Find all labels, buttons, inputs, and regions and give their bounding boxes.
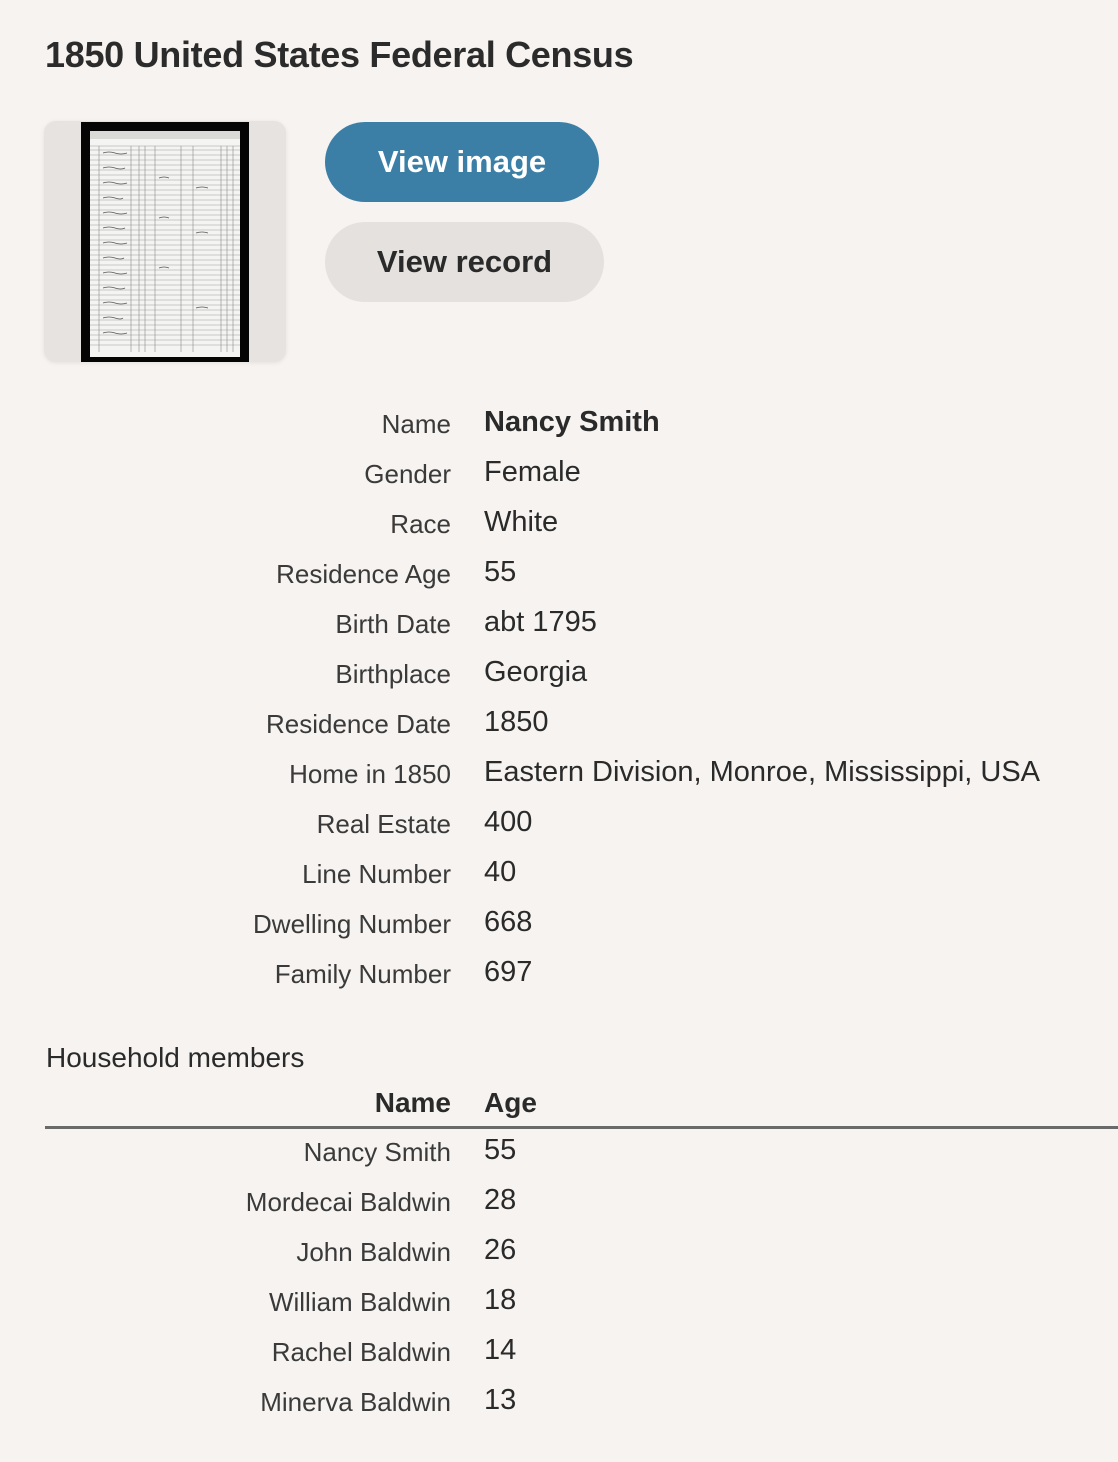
detail-value: 55: [484, 556, 517, 588]
detail-row-birth-date: [0, 601, 1118, 651]
census-page-thumbnail-icon: [81, 122, 249, 362]
detail-label: Home in 1850: [289, 759, 451, 789]
detail-value: 1850: [484, 706, 549, 738]
detail-row-dwelling-number: [0, 901, 1118, 951]
member-age: 26: [484, 1234, 517, 1266]
table-row: [0, 1228, 1118, 1278]
table-row: [0, 1328, 1118, 1378]
detail-value: Eastern Division, Monroe, Mississippi, USA: [484, 756, 1041, 788]
detail-value: abt 1795: [484, 606, 597, 638]
member-name[interactable]: Nancy Smith: [303, 1137, 451, 1167]
household-title: Household members: [46, 1042, 305, 1073]
member-name[interactable]: John Baldwin: [296, 1237, 451, 1267]
record-details: [0, 401, 1118, 1001]
member-age: 18: [484, 1284, 517, 1316]
detail-label: Dwelling Number: [253, 909, 451, 939]
view-image-button[interactable]: View image: [325, 122, 599, 202]
detail-row-race: [0, 501, 1118, 551]
detail-row-name: [0, 401, 1118, 451]
member-age: 13: [484, 1384, 517, 1416]
household-table-header: [45, 1082, 1118, 1129]
detail-label: Birth Date: [335, 609, 451, 639]
detail-label: Gender: [364, 459, 451, 489]
column-header-name: Name: [374, 1087, 451, 1118]
table-row: [0, 1128, 1118, 1178]
detail-row-family-number: [0, 951, 1118, 1001]
detail-label: Line Number: [302, 859, 451, 889]
member-age: 55: [484, 1134, 517, 1166]
column-header-age: Age: [484, 1087, 537, 1118]
detail-value: 40: [484, 856, 517, 888]
detail-value: Female: [484, 456, 581, 488]
detail-label: Residence Age: [276, 559, 451, 589]
member-name[interactable]: Rachel Baldwin: [271, 1337, 451, 1367]
detail-value: 668: [484, 906, 533, 938]
detail-value: 400: [484, 806, 533, 838]
detail-value: Georgia: [484, 656, 588, 688]
member-name[interactable]: Minerva Baldwin: [260, 1387, 451, 1417]
detail-value: White: [484, 506, 559, 538]
detail-label: Birthplace: [335, 659, 451, 689]
detail-label: Family Number: [274, 959, 451, 989]
table-row: [0, 1178, 1118, 1228]
detail-row-gender: [0, 451, 1118, 501]
table-row: [0, 1378, 1118, 1428]
detail-row-line-number: [0, 851, 1118, 901]
table-row: [0, 1278, 1118, 1328]
member-name[interactable]: Mordecai Baldwin: [245, 1187, 451, 1217]
detail-value: Nancy Smith: [484, 406, 660, 438]
household-table: [0, 1128, 1118, 1428]
detail-row-residence-age: [0, 551, 1118, 601]
detail-row-real-estate: [0, 801, 1118, 851]
page-title: 1850 United States Federal Census: [45, 34, 634, 75]
detail-label: Real Estate: [316, 809, 451, 839]
detail-row-birthplace: [0, 651, 1118, 701]
detail-label: Race: [390, 509, 451, 539]
view-record-button[interactable]: View record: [325, 222, 604, 302]
detail-label: Name: [381, 409, 451, 439]
detail-label: Residence Date: [266, 709, 451, 739]
detail-row-home: [0, 751, 1118, 801]
record-image-thumbnail[interactable]: [44, 121, 286, 362]
member-name[interactable]: William Baldwin: [268, 1287, 451, 1317]
detail-value: 697: [484, 956, 533, 988]
member-age: 14: [484, 1334, 517, 1366]
member-age: 28: [484, 1184, 517, 1216]
detail-row-residence-date: [0, 701, 1118, 751]
